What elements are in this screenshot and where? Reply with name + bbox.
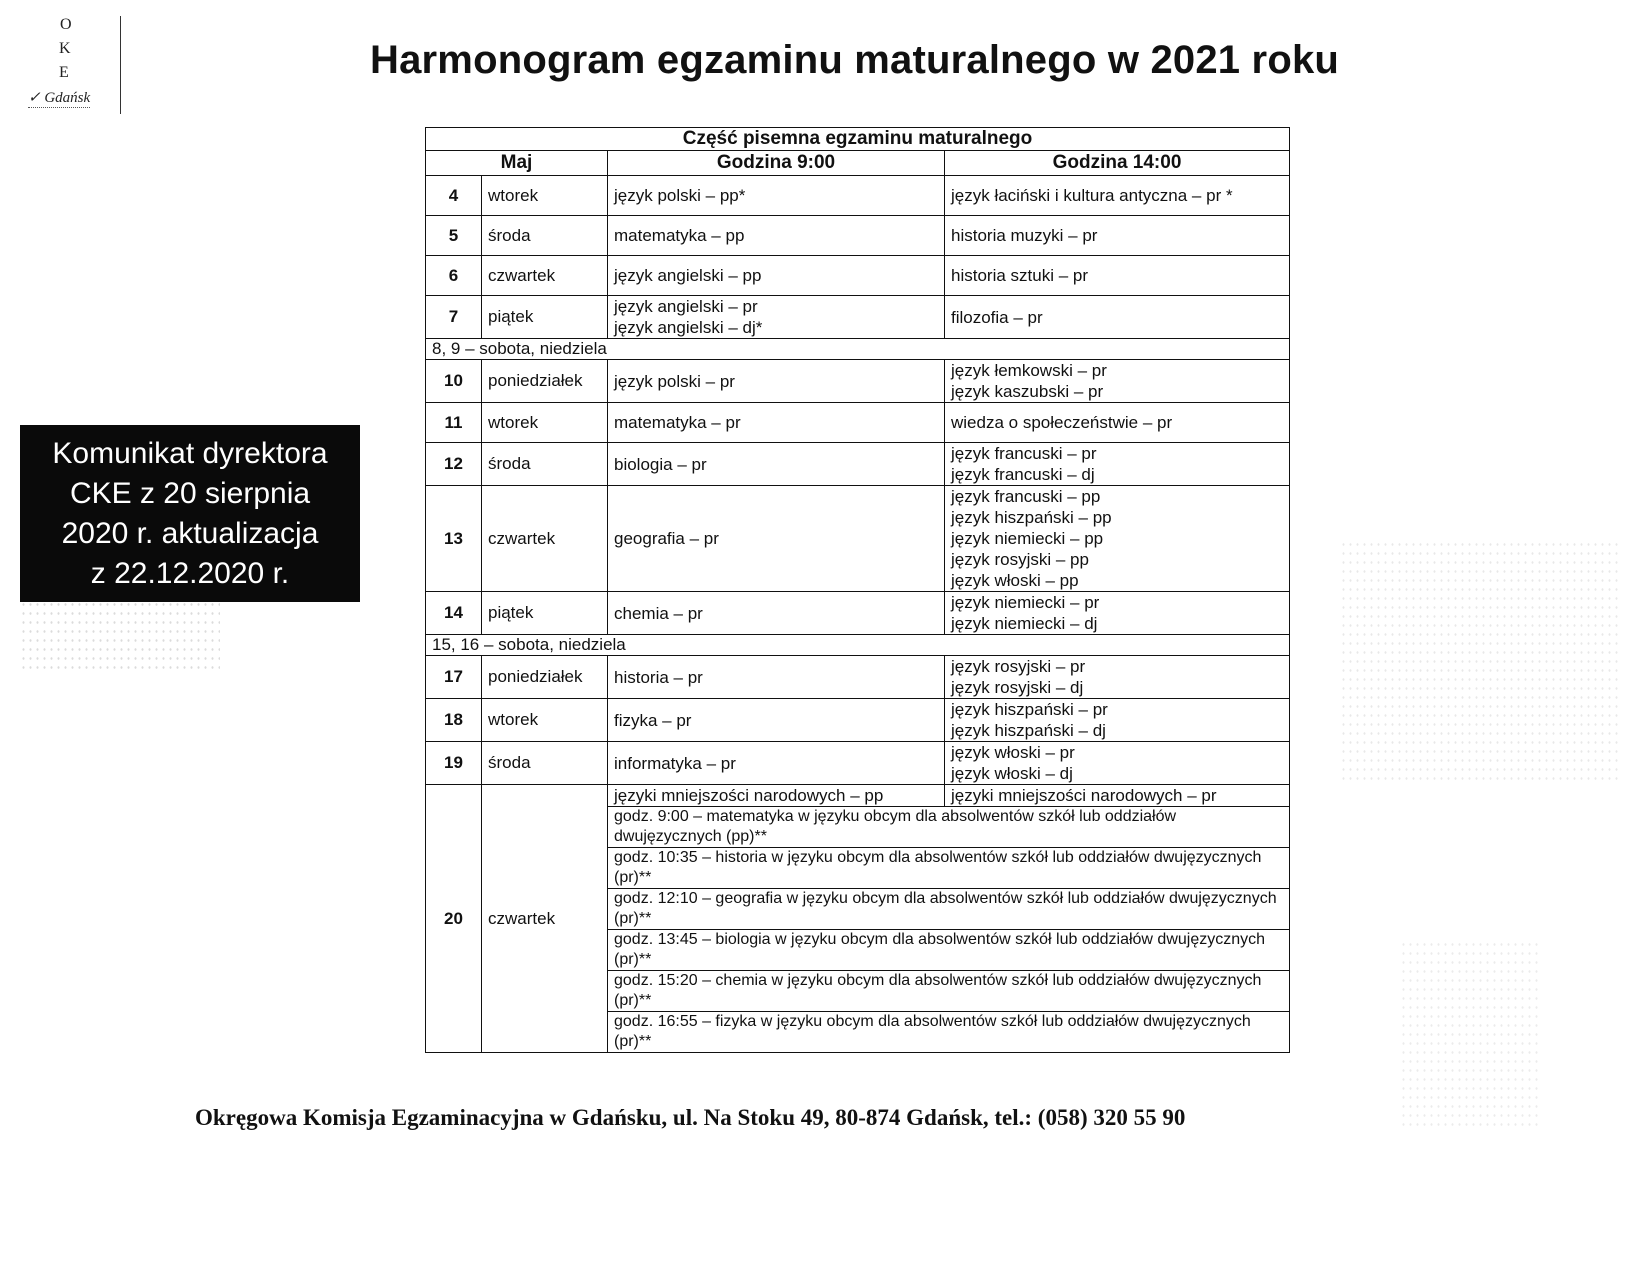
table-row xyxy=(426,699,1290,742)
cell-line: język polski – pr xyxy=(614,371,735,391)
afternoon-exam xyxy=(945,296,1290,339)
table-row xyxy=(426,443,1290,486)
morning-exam xyxy=(608,403,945,443)
day-number: 4 xyxy=(426,176,482,216)
cell-line: język kaszubski – pr xyxy=(951,382,1104,401)
morning-exam: języki mniejszości narodowych – pp xyxy=(608,785,945,807)
oke-logo xyxy=(26,16,121,114)
morning-exam xyxy=(608,486,945,592)
column-header-month: Maj xyxy=(426,151,608,176)
cell-line: język angielski – dj* xyxy=(614,318,763,337)
afternoon-exam xyxy=(945,176,1290,216)
notice-line: CKE z 20 sierpnia xyxy=(69,476,311,510)
weekday: czwartek xyxy=(482,486,608,592)
cell-line: język francuski – pr xyxy=(951,444,1097,463)
afternoon-exam xyxy=(945,486,1290,592)
morning-exam xyxy=(608,176,945,216)
afternoon-exam xyxy=(945,656,1290,699)
cell-line: wiedza o społeczeństwie – pr xyxy=(951,413,1173,432)
scan-noise xyxy=(1400,940,1540,1130)
table-row xyxy=(426,216,1290,256)
afternoon-exam: języki mniejszości narodowych – pr xyxy=(945,785,1290,807)
table-row xyxy=(426,256,1290,296)
table-row xyxy=(426,360,1290,403)
day-number: 13 xyxy=(426,486,482,592)
day-number: 17 xyxy=(426,656,482,699)
cell-line: fizyka – pr xyxy=(614,710,692,730)
weekend-label: 8, 9 – sobota, niedziela xyxy=(426,339,1290,360)
cell-line: historia sztuki – pr xyxy=(951,266,1088,285)
bilingual-session: godz. 9:00 – matematyka w języku obcym dla absolwentów szkół lub oddziałów dwujęzycznych (pp)** xyxy=(608,807,1290,848)
cell-line: język włoski – dj xyxy=(951,764,1073,783)
afternoon-exam xyxy=(945,256,1290,296)
morning-exam xyxy=(608,656,945,699)
bilingual-session: godz. 15:20 – chemia w języku obcym dla absolwentów szkół lub oddziałów dwujęzycznych (pr)** xyxy=(608,971,1290,1012)
weekend-row xyxy=(426,635,1290,656)
column-header-morning: Godzina 9:00 xyxy=(608,151,945,176)
notice-box xyxy=(20,425,360,602)
weekend-label: 15, 16 – sobota, niedziela xyxy=(426,635,1290,656)
table-row xyxy=(426,656,1290,699)
cell-line: język hiszpański – pr xyxy=(951,700,1108,719)
cell-line: język włoski – pp xyxy=(951,571,1079,590)
cell-line: język angielski – pr xyxy=(614,297,758,316)
weekday: wtorek xyxy=(482,699,608,742)
scan-noise xyxy=(20,600,220,670)
cell-line: biologia – pr xyxy=(614,454,707,474)
afternoon-exam xyxy=(945,403,1290,443)
table-row xyxy=(426,403,1290,443)
column-header-afternoon: Godzina 14:00 xyxy=(945,151,1290,176)
weekday: poniedziałek xyxy=(482,656,608,699)
schedule-body xyxy=(426,176,1290,1053)
logo-letter-k: K xyxy=(59,40,71,57)
day-number: 7 xyxy=(426,296,482,339)
weekday: poniedziałek xyxy=(482,360,608,403)
cell-line: matematyka – pp xyxy=(614,226,745,245)
day-number: 14 xyxy=(426,592,482,635)
cell-line: historia muzyki – pr xyxy=(951,226,1098,245)
bilingual-session: godz. 13:45 – biologia w języku obcym dla absolwentów szkół lub oddziałów dwujęzycznych (pr)** xyxy=(608,930,1290,971)
cell-line: język hiszpański – dj xyxy=(951,721,1106,740)
table-row xyxy=(426,176,1290,216)
afternoon-exam xyxy=(945,443,1290,486)
notice-line: Komunikat dyrektora xyxy=(52,436,328,470)
page-title: Harmonogram egzaminu maturalnego w 2021 roku xyxy=(370,38,1340,82)
cell-line: język włoski – pr xyxy=(951,743,1075,762)
cell-line: język łemkowski – pr xyxy=(951,361,1107,380)
weekday: czwartek xyxy=(482,785,608,1053)
cell-line: język rosyjski – pp xyxy=(951,550,1089,569)
cell-line: język rosyjski – dj xyxy=(951,678,1084,697)
day-number: 11 xyxy=(426,403,482,443)
morning-exam xyxy=(608,216,945,256)
table-row xyxy=(426,296,1290,339)
notice-line: z 22.12.2020 r. xyxy=(90,556,290,590)
footer-address: Okręgowa Komisja Egzaminacyjna w Gdańsku, ul. Na Stoku 49, 80-874 Gdańsk, tel.: (058) 320 55 90 xyxy=(195,1105,1186,1130)
weekday: środa xyxy=(482,216,608,256)
day-number: 5 xyxy=(426,216,482,256)
cell-line: geografia – pr xyxy=(614,529,719,548)
cell-line: język francuski – pp xyxy=(951,487,1101,506)
afternoon-exam xyxy=(945,360,1290,403)
cell-line: język angielski – pp xyxy=(614,266,762,285)
cell-line: język francuski – dj xyxy=(951,465,1095,484)
table-row xyxy=(426,742,1290,785)
weekend-row xyxy=(426,339,1290,360)
weekday: wtorek xyxy=(482,176,608,216)
cell-line: język niemiecki – dj xyxy=(951,614,1098,633)
bilingual-session: godz. 16:55 – fizyka w języku obcym dla absolwentów szkół lub oddziałów dwujęzycznych (pr)** xyxy=(608,1012,1290,1053)
afternoon-exam xyxy=(945,216,1290,256)
logo-letter-e: E xyxy=(59,64,69,81)
cell-line: język hiszpański – pp xyxy=(951,508,1112,527)
bilingual-session: godz. 10:35 – historia w języku obcym dla absolwentów szkół lub oddziałów dwujęzycznych (pr)** xyxy=(608,848,1290,889)
cell-line: język polski – pp* xyxy=(614,186,746,205)
weekday: wtorek xyxy=(482,403,608,443)
table-header: Część pisemna egzaminu maturalnego xyxy=(426,128,1290,151)
table-row xyxy=(426,486,1290,592)
day-number: 12 xyxy=(426,443,482,486)
cell-line: matematyka – pr xyxy=(614,413,741,432)
bilingual-session: godz. 12:10 – geografia w języku obcym dla absolwentów szkół lub oddziałów dwujęzycznych (pr)** xyxy=(608,889,1290,930)
morning-exam xyxy=(608,592,945,635)
morning-exam xyxy=(608,360,945,403)
day-number: 18 xyxy=(426,699,482,742)
afternoon-exam xyxy=(945,699,1290,742)
cell-line: filozofia – pr xyxy=(951,307,1043,327)
weekday: piątek xyxy=(482,592,608,635)
scan-noise xyxy=(1340,540,1620,780)
morning-exam xyxy=(608,699,945,742)
afternoon-exam xyxy=(945,742,1290,785)
cell-line: język niemiecki – pr xyxy=(951,593,1100,612)
day-number: 20 xyxy=(426,785,482,1053)
cell-line: język rosyjski – pr xyxy=(951,657,1086,676)
cell-line: chemia – pr xyxy=(614,603,703,623)
logo-city: ✓ Gdańsk xyxy=(28,90,91,106)
notice-line: 2020 r. aktualizacja xyxy=(61,516,319,550)
weekday: środa xyxy=(482,742,608,785)
cell-line: język niemiecki – pp xyxy=(951,529,1104,548)
cell-line: język łaciński i kultura antyczna – pr * xyxy=(951,186,1233,205)
day-number: 10 xyxy=(426,360,482,403)
table-row xyxy=(426,592,1290,635)
cell-line: informatyka – pr xyxy=(614,753,736,773)
morning-exam xyxy=(608,742,945,785)
schedule-table xyxy=(425,127,1290,1053)
morning-exam xyxy=(608,443,945,486)
day-number: 6 xyxy=(426,256,482,296)
weekday: środa xyxy=(482,443,608,486)
weekday: piątek xyxy=(482,296,608,339)
logo-letter-o: O xyxy=(60,16,72,33)
table-row xyxy=(426,785,1290,807)
cell-line: historia – pr xyxy=(614,667,703,687)
afternoon-exam xyxy=(945,592,1290,635)
morning-exam xyxy=(608,256,945,296)
day-number: 19 xyxy=(426,742,482,785)
weekday: czwartek xyxy=(482,256,608,296)
morning-exam xyxy=(608,296,945,339)
